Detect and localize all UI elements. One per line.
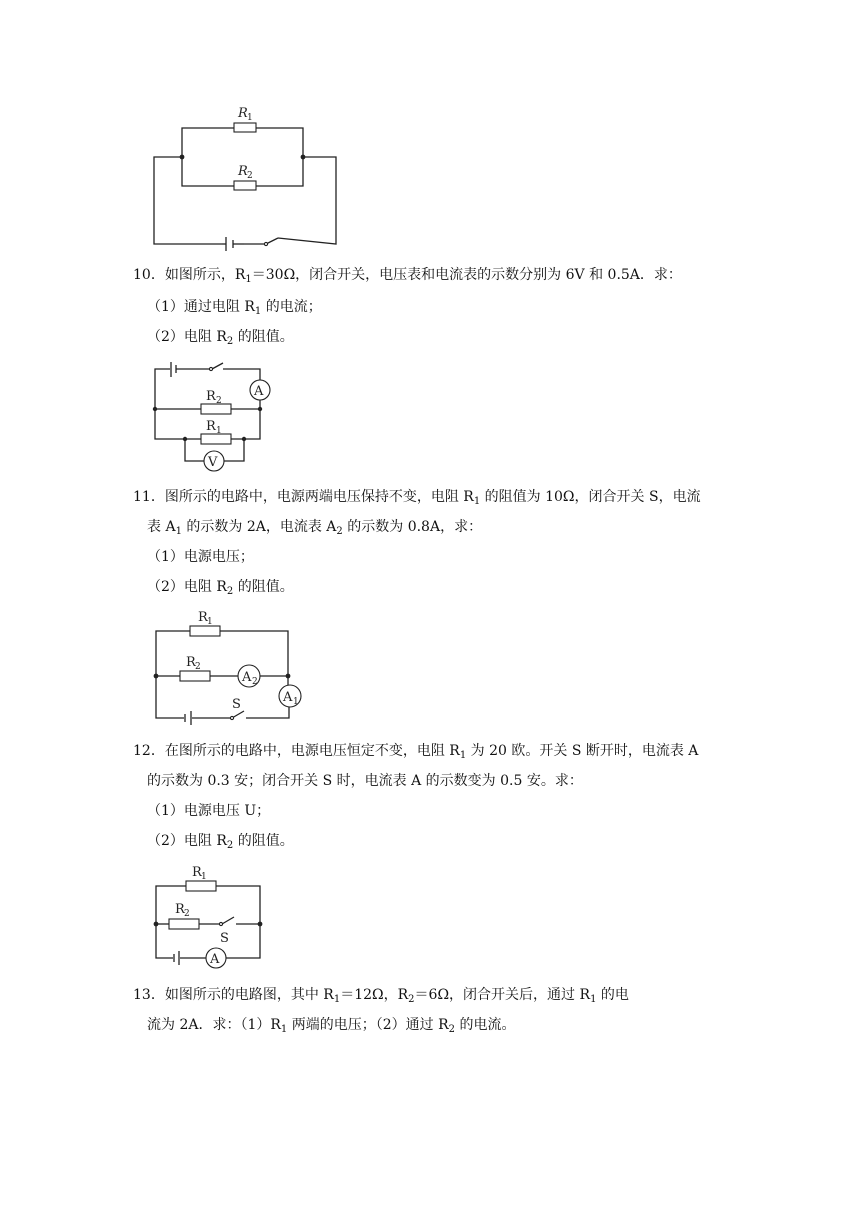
problem-12-sub-1: （1）电源电压 U； [147, 803, 271, 819]
circuit-figure-9 [140, 98, 350, 250]
switch-label-fig11: S [232, 697, 241, 712]
label-r2-fig11: R [186, 655, 196, 670]
problem-12-line-1: 12．在图所示的电路中，电源电压恒定不变，电阻 $R_1$ 为 20 欧。开关 S 断开时，电流表 A [133, 743, 699, 761]
voltmeter-label-fig10: V [208, 455, 218, 470]
circuit-figure-12 [148, 860, 273, 972]
svg-text:2: 2 [252, 677, 258, 687]
problem-number: 10． [133, 267, 165, 283]
svg-text:1: 1 [201, 872, 207, 882]
ammeter-label-fig12: A [210, 952, 220, 967]
problem-number: 11． [133, 489, 165, 505]
label-r1-fig11: R [198, 610, 208, 625]
svg-text:1: 1 [207, 617, 213, 627]
problem-number: 12． [133, 743, 165, 759]
switch-label-fig12: S [220, 931, 229, 946]
ammeter1-label-fig11: A [283, 690, 293, 705]
label-r1-fig10: R [206, 419, 216, 434]
problem-11-sub-1: （1）电源电压； [147, 549, 254, 565]
svg-text:2: 2 [216, 396, 222, 406]
problem-10-sub-2: （2）电阻 $R_2$ 的阻值。 [147, 329, 294, 347]
label-r1-sub-fig9: 1 [247, 113, 253, 123]
problem-13-line-1: 13．如图所示的电路图，其中 $R_1=12\Omega$，$R_2=6\Omega$，闭合开关后，通过 $R_1$ 的电 [133, 987, 629, 1005]
problem-number: 13． [133, 987, 165, 1003]
ammeter2-label-fig11: A [242, 670, 252, 685]
label-r1-fig12: R [192, 865, 202, 880]
problem-12-sub-2: （2）电阻 $R_2$ 的阻值。 [147, 833, 294, 851]
label-r2-fig10: R [206, 389, 216, 404]
problem-11-line-2: 表 $A_1$ 的示数为 2A，电流表 $A_2$ 的示数为 0.8A，求： [147, 519, 483, 537]
svg-text:1: 1 [216, 426, 222, 436]
svg-text:2: 2 [184, 909, 190, 919]
problem-13-line-2: 流为 2A．求：$(1)R_1$ 两端的电压；（2）通过 $R_2$ 的电流。 [147, 1017, 516, 1035]
problem-11-line-1: 11．图所示的电路中，电源两端电压保持不变，电阻 $R_1$ 的阻值为 10Ω，闭合开关 S，电流 [133, 489, 701, 507]
svg-text:2: 2 [195, 662, 201, 672]
label-r2-sub-fig9: 2 [247, 171, 253, 181]
problem-10-sub-1: （1）通过电阻 $R_1$ 的电流； [147, 299, 322, 317]
label-r1-fig9: R [238, 106, 248, 121]
svg-text:1: 1 [293, 697, 299, 707]
circuit-figure-11 [148, 608, 313, 724]
problem-11-sub-2: （2）电阻 $R_2$ 的阻值。 [147, 579, 294, 597]
label-r2-fig9: R [238, 164, 248, 179]
circuit-figure-10 [148, 360, 278, 476]
problem-10-line-1: 10．如图所示，$R_1=30\Omega$，闭合开关，电压表和电流表的示数分别为 6V 和 0.5A．求： [133, 267, 682, 285]
problem-12-line-2: 的示数为 0.3 安；闭合开关 S 时，电流表 A 的示数变为 0.5 安。求： [147, 773, 583, 789]
label-r2-fig12: R [175, 902, 185, 917]
ammeter-label-fig10: A [254, 384, 264, 399]
